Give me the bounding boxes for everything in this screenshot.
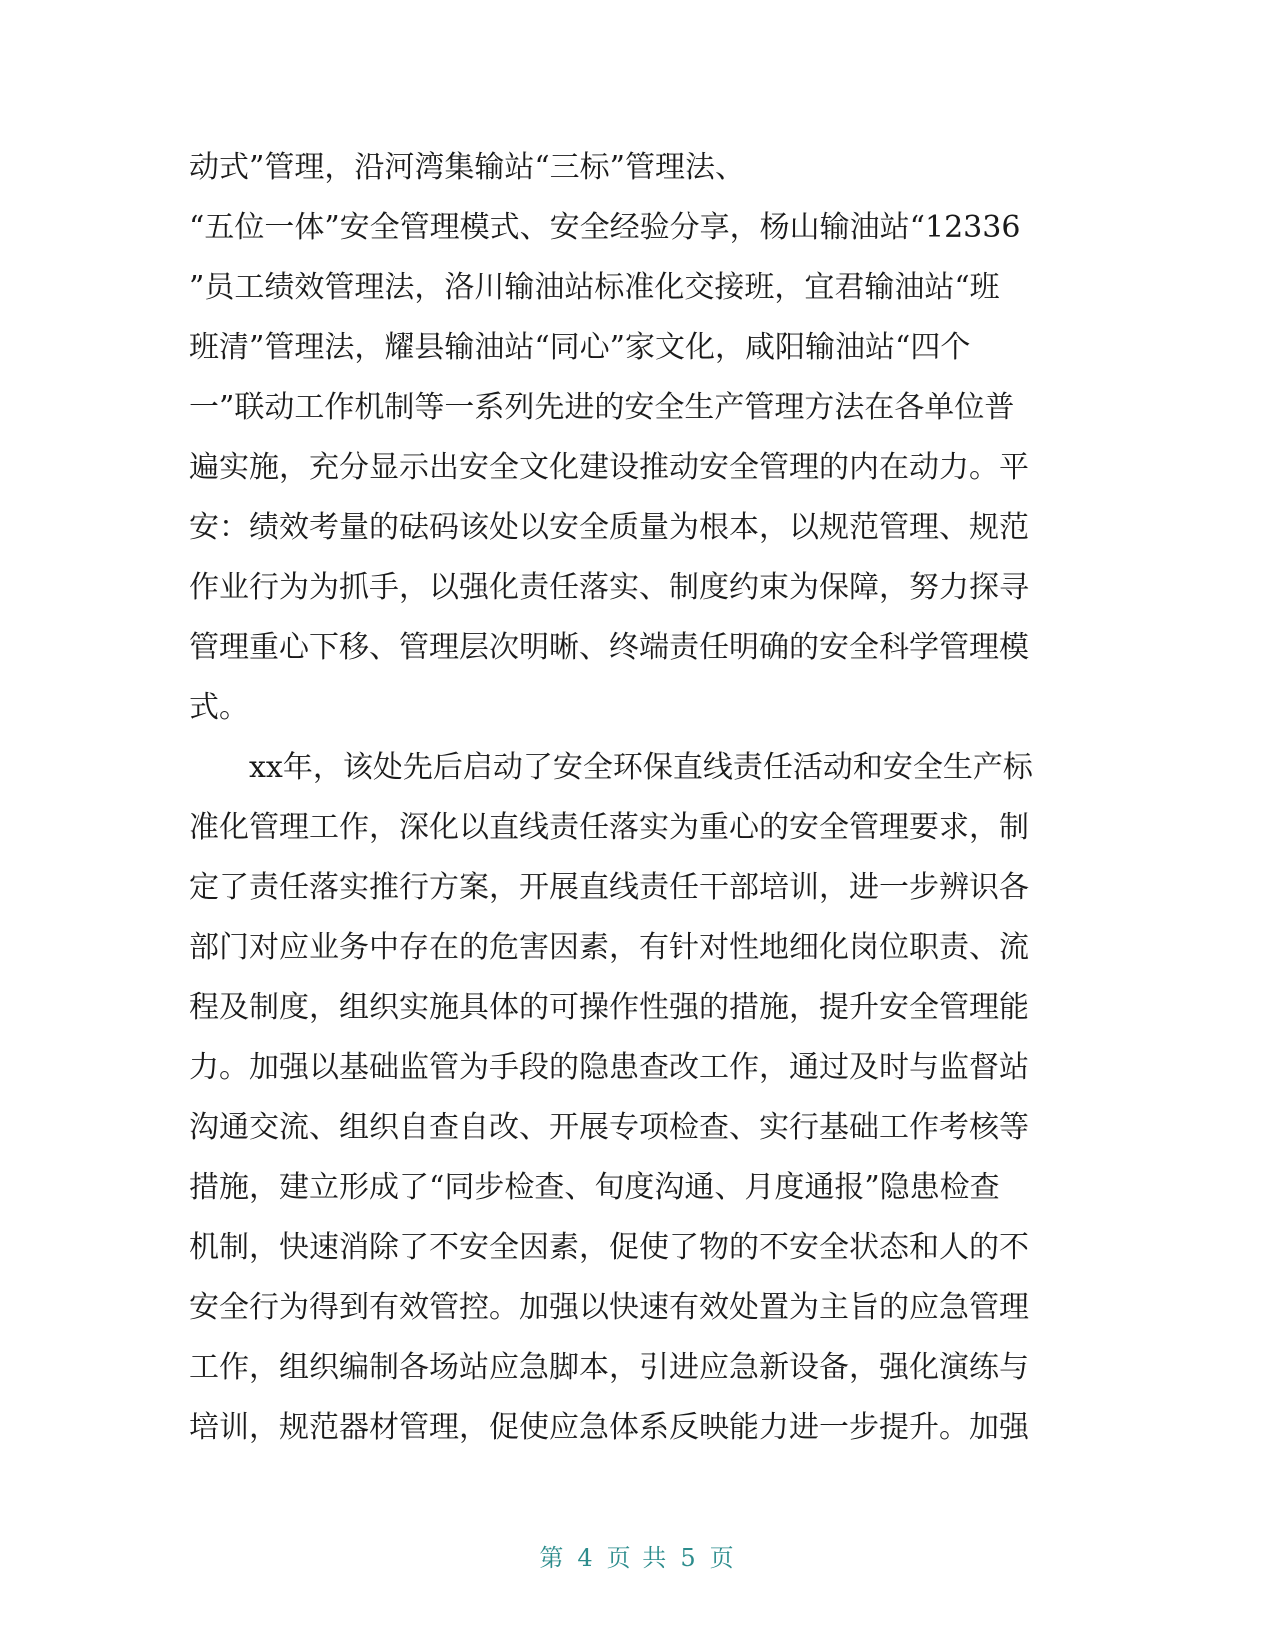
text-line: 安全行为得到有效管控。加强以快速有效处置为主旨的应急管理 <box>189 1290 1029 1325</box>
footer-middle: 页 共 <box>606 1544 669 1572</box>
text-line: 管理重心下移、管理层次明晰、终端责任明确的安全科学管理模 <box>189 630 1029 665</box>
text-line: 班清”管理法，耀县输油站“同心”家文化，咸阳输油站“四个 <box>189 330 971 365</box>
text-line: 一”联动工作机制等一系列先进的安全生产管理方法在各单位普 <box>189 390 1015 425</box>
text-line: “五位一体”安全管理模式、安全经验分享，杨山输油站“12336 <box>189 210 1021 245</box>
text-line: 遍实施，充分显示出安全文化建设推动安全管理的内在动力。平 <box>189 450 1029 485</box>
text-line: 准化管理工作，深化以直线责任落实为重心的安全管理要求，制 <box>189 810 1029 845</box>
text-line: 作业行为为抓手，以强化责任落实、制度约束为保障，努力探寻 <box>189 570 1029 605</box>
text-line: ”员工绩效管理法，洛川输油站标准化交接班，宜君输油站“班 <box>189 270 1000 305</box>
text-line: 定了责任落实推行方案，开展直线责任干部培训，进一步辨识各 <box>189 870 1029 905</box>
footer-prefix: 第 <box>539 1544 566 1572</box>
document-body <box>189 138 1069 1458</box>
text-line: 部门对应业务中存在的危害因素，有针对性地细化岗位职责、流 <box>189 930 1029 965</box>
text-line: 安：绩效考量的砝码该处以安全质量为根本，以规范管理、规范 <box>189 510 1029 545</box>
text-line: 程及制度，组织实施具体的可操作性强的措施，提升安全管理能 <box>189 990 1029 1025</box>
page-footer <box>0 1538 1275 1573</box>
paragraph-start-line: xx年，该处先后启动了安全环保直线责任活动和安全生产标 <box>249 750 1033 785</box>
text-line: 培训，规范器材管理，促使应急体系反映能力进一步提升。加强 <box>189 1410 1029 1445</box>
text-line: 动式”管理，沿河湾集输站“三标”管理法、 <box>189 150 746 185</box>
text-line: 力。加强以基础监管为手段的隐患查改工作，通过及时与监督站 <box>189 1050 1029 1085</box>
text-line: 沟通交流、组织自查自改、开展专项检查、实行基础工作考核等 <box>189 1110 1029 1145</box>
text-line: 式。 <box>189 690 249 725</box>
text-line: 措施，建立形成了“同步检查、旬度沟通、月度通报”隐患检查 <box>189 1170 1000 1205</box>
text-line: 机制，快速消除了不安全因素，促使了物的不安全状态和人的不 <box>189 1230 1029 1265</box>
current-page-number: 4 <box>577 1544 595 1572</box>
total-pages-number: 5 <box>680 1544 698 1572</box>
text-line: 工作，组织编制各场站应急脚本，引进应急新设备，强化演练与 <box>189 1350 1029 1385</box>
footer-suffix: 页 <box>709 1544 736 1572</box>
